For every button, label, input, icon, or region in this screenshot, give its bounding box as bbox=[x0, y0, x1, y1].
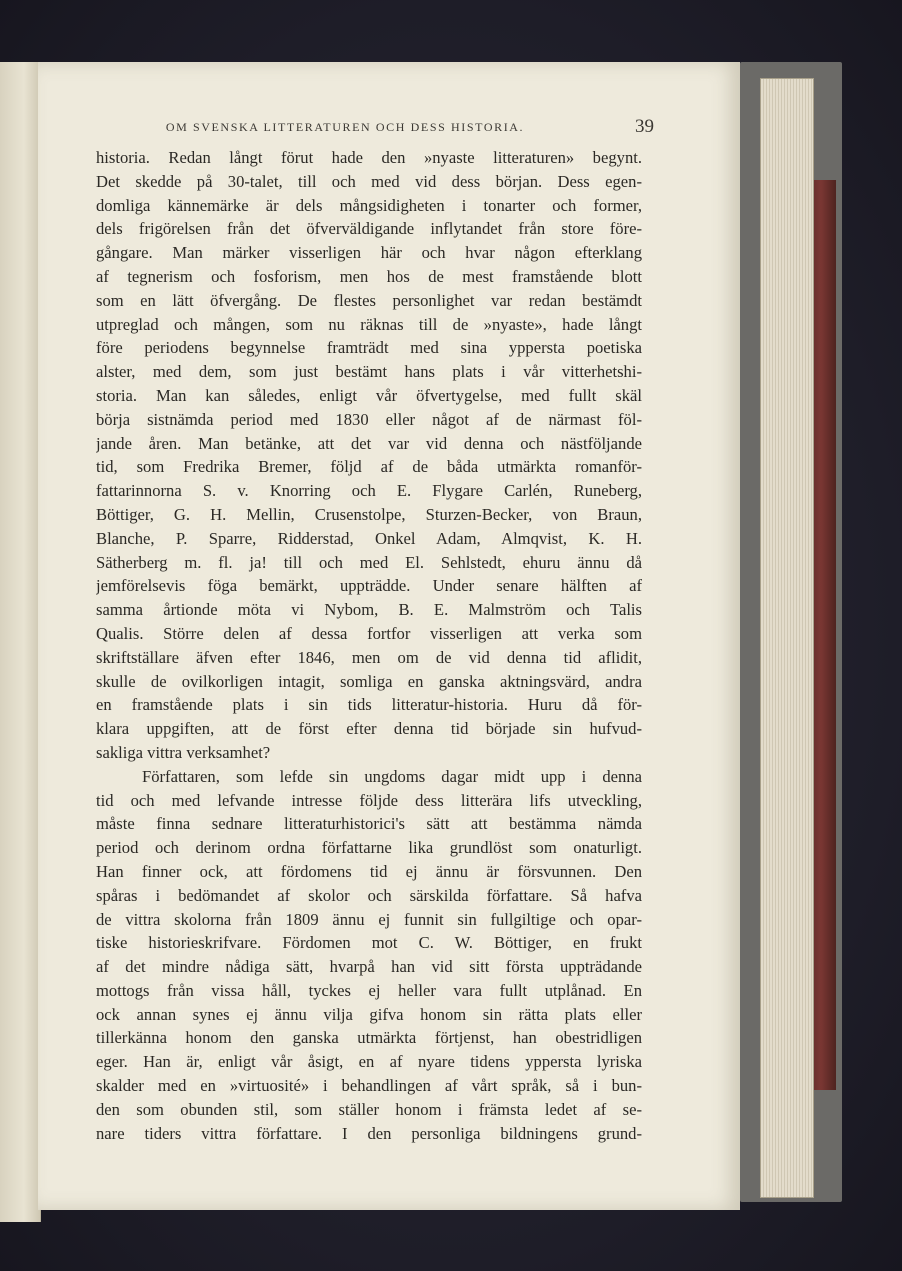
text-line: Qualis. Större delen af dessa fortfor visserligen att verka som bbox=[96, 623, 642, 643]
body-text bbox=[96, 146, 642, 1145]
text-line: skulle de ovilkorligen intagit, somliga en ganska aktningsvärd, andra bbox=[96, 671, 642, 691]
text-line: tid, som Fredrika Bremer, följd af de båda utmärkta romanför- bbox=[96, 457, 642, 477]
text-line: tillerkänna honom den ganska utmärkta förtjenst, han obestridligen bbox=[96, 1028, 642, 1048]
text-line: ock annan synes ej ännu vilja gifva honom sin rätta plats eller bbox=[96, 1004, 642, 1024]
text-line: tid och med lefvande intresse följde dess litterära lifs utveckling, bbox=[96, 790, 642, 810]
text-line: fattarinnorna S. v. Knorring och E. Flygare Carlén, Runeberg, bbox=[96, 481, 642, 501]
text-line: måste finna sednare litteraturhistorici's sätt att bestämma nämda bbox=[96, 814, 642, 834]
text-line: Han finner ock, att fördomens tid ej ännu är försvunnen. Den bbox=[96, 861, 642, 881]
text-line: dels frigörelsen från det öfverväldigande inflytandet från store före- bbox=[96, 219, 642, 239]
text-line: klara uppgiften, att de först efter denna tid började sin hufvud- bbox=[96, 719, 642, 739]
text-line: nare tiders vittra författare. I den personliga bildningens grund- bbox=[96, 1123, 642, 1143]
text-line: skriftställare äfven efter 1846, men om de vid denna tid aflidit, bbox=[96, 647, 642, 667]
text-line: samma årtionde möta vi Nybom, B. E. Malmström och Talis bbox=[96, 600, 642, 620]
text-line: före periodens begynnelse framträdt med sina yppersta poetiska bbox=[96, 338, 642, 358]
text-line: historia. Redan långt förut hade den »nyaste litteraturen» begynt. bbox=[96, 148, 642, 167]
text-line: den som obunden stil, som ställer honom i främsta ledet af se- bbox=[96, 1099, 642, 1119]
text-line: Böttiger, G. H. Mellin, Crusenstolpe, Sturzen-Becker, von Braun, bbox=[96, 504, 642, 524]
facing-page-edge bbox=[0, 62, 41, 1222]
text-line: period och derinom ordna författarne lika grundlöst som onaturligt. bbox=[96, 838, 642, 858]
text-line: en framstående plats i sin tids litteratur-historia. Huru då för- bbox=[96, 695, 642, 715]
text-line: börja sistnämda period med 1830 eller något af de närmast föl- bbox=[96, 409, 642, 429]
text-line: skalder med en »virtuosité» i behandlingen af vårt språk, så i bun- bbox=[96, 1076, 642, 1096]
text-line: storia. Man kan således, enligt vår öfvertygelse, med fullt skäl bbox=[96, 385, 642, 405]
text-line: domliga kännemärke är dels mångsidigheten i tonarter och former, bbox=[96, 195, 642, 215]
text-line: jande åren. Man betänke, att det var vid denna och nästföljande bbox=[96, 433, 642, 453]
page-edges bbox=[760, 78, 814, 1198]
text-line: spåras i bedömandet af skolor och särskilda författare. Så hafva bbox=[96, 885, 642, 905]
running-title: OM SVENSKA LITTERATUREN OCH DESS HISTORIA. bbox=[165, 120, 525, 134]
paragraph-start-line: Författaren, som lefde sin ungdoms dagar midt upp i denna bbox=[142, 766, 642, 786]
text-line: Blanche, P. Sparre, Ridderstad, Onkel Adam, Almqvist, K. H. bbox=[96, 528, 642, 548]
text-line: af tegnerism och fosforism, men hos de mest framstående blott bbox=[96, 266, 642, 286]
text-line: de vittra skolorna från 1809 ännu ej funnit sin fullgiltige och opar- bbox=[96, 909, 642, 929]
text-line: mottogs från vissa håll, tyckes ej heller vara fullt utplånad. En bbox=[96, 980, 642, 1000]
text-line: eger. Han är, enligt vår åsigt, en af nyare tidens yppersta lyriska bbox=[96, 1052, 642, 1072]
text-line: tiske historieskrifvare. Fördomen mot C. W. Böttiger, en frukt bbox=[96, 933, 642, 953]
text-line: Sätherberg m. fl. ja! till och med El. Sehlstedt, ehuru ännu då bbox=[96, 552, 642, 572]
text-line: som en lätt öfvergång. De flestes personlighet var redan bestämdt bbox=[96, 290, 642, 310]
text-line: Det skedde på 30-talet, till och med vid dess början. Dess egen- bbox=[96, 171, 642, 191]
text-line: alster, med dem, som just bestämt hans plats i vår vitterhetshi- bbox=[96, 362, 642, 382]
running-header bbox=[96, 116, 654, 140]
text-line: utpreglad och mången, som nu räknas till de »nyaste», hade långt bbox=[96, 314, 642, 334]
text-line: af det mindre nådiga sätt, hvarpå han vid sitt första uppträdande bbox=[96, 957, 642, 977]
text-line: jemförelsevis föga bemärkt, uppträdde. Under senare hälften af bbox=[96, 576, 642, 596]
paragraph-end-line: sakliga vittra verksamhet? bbox=[96, 742, 271, 762]
text-line: gångare. Man märker visserligen här och hvar någon efterklang bbox=[96, 243, 642, 263]
page-number: 39 bbox=[635, 116, 654, 137]
